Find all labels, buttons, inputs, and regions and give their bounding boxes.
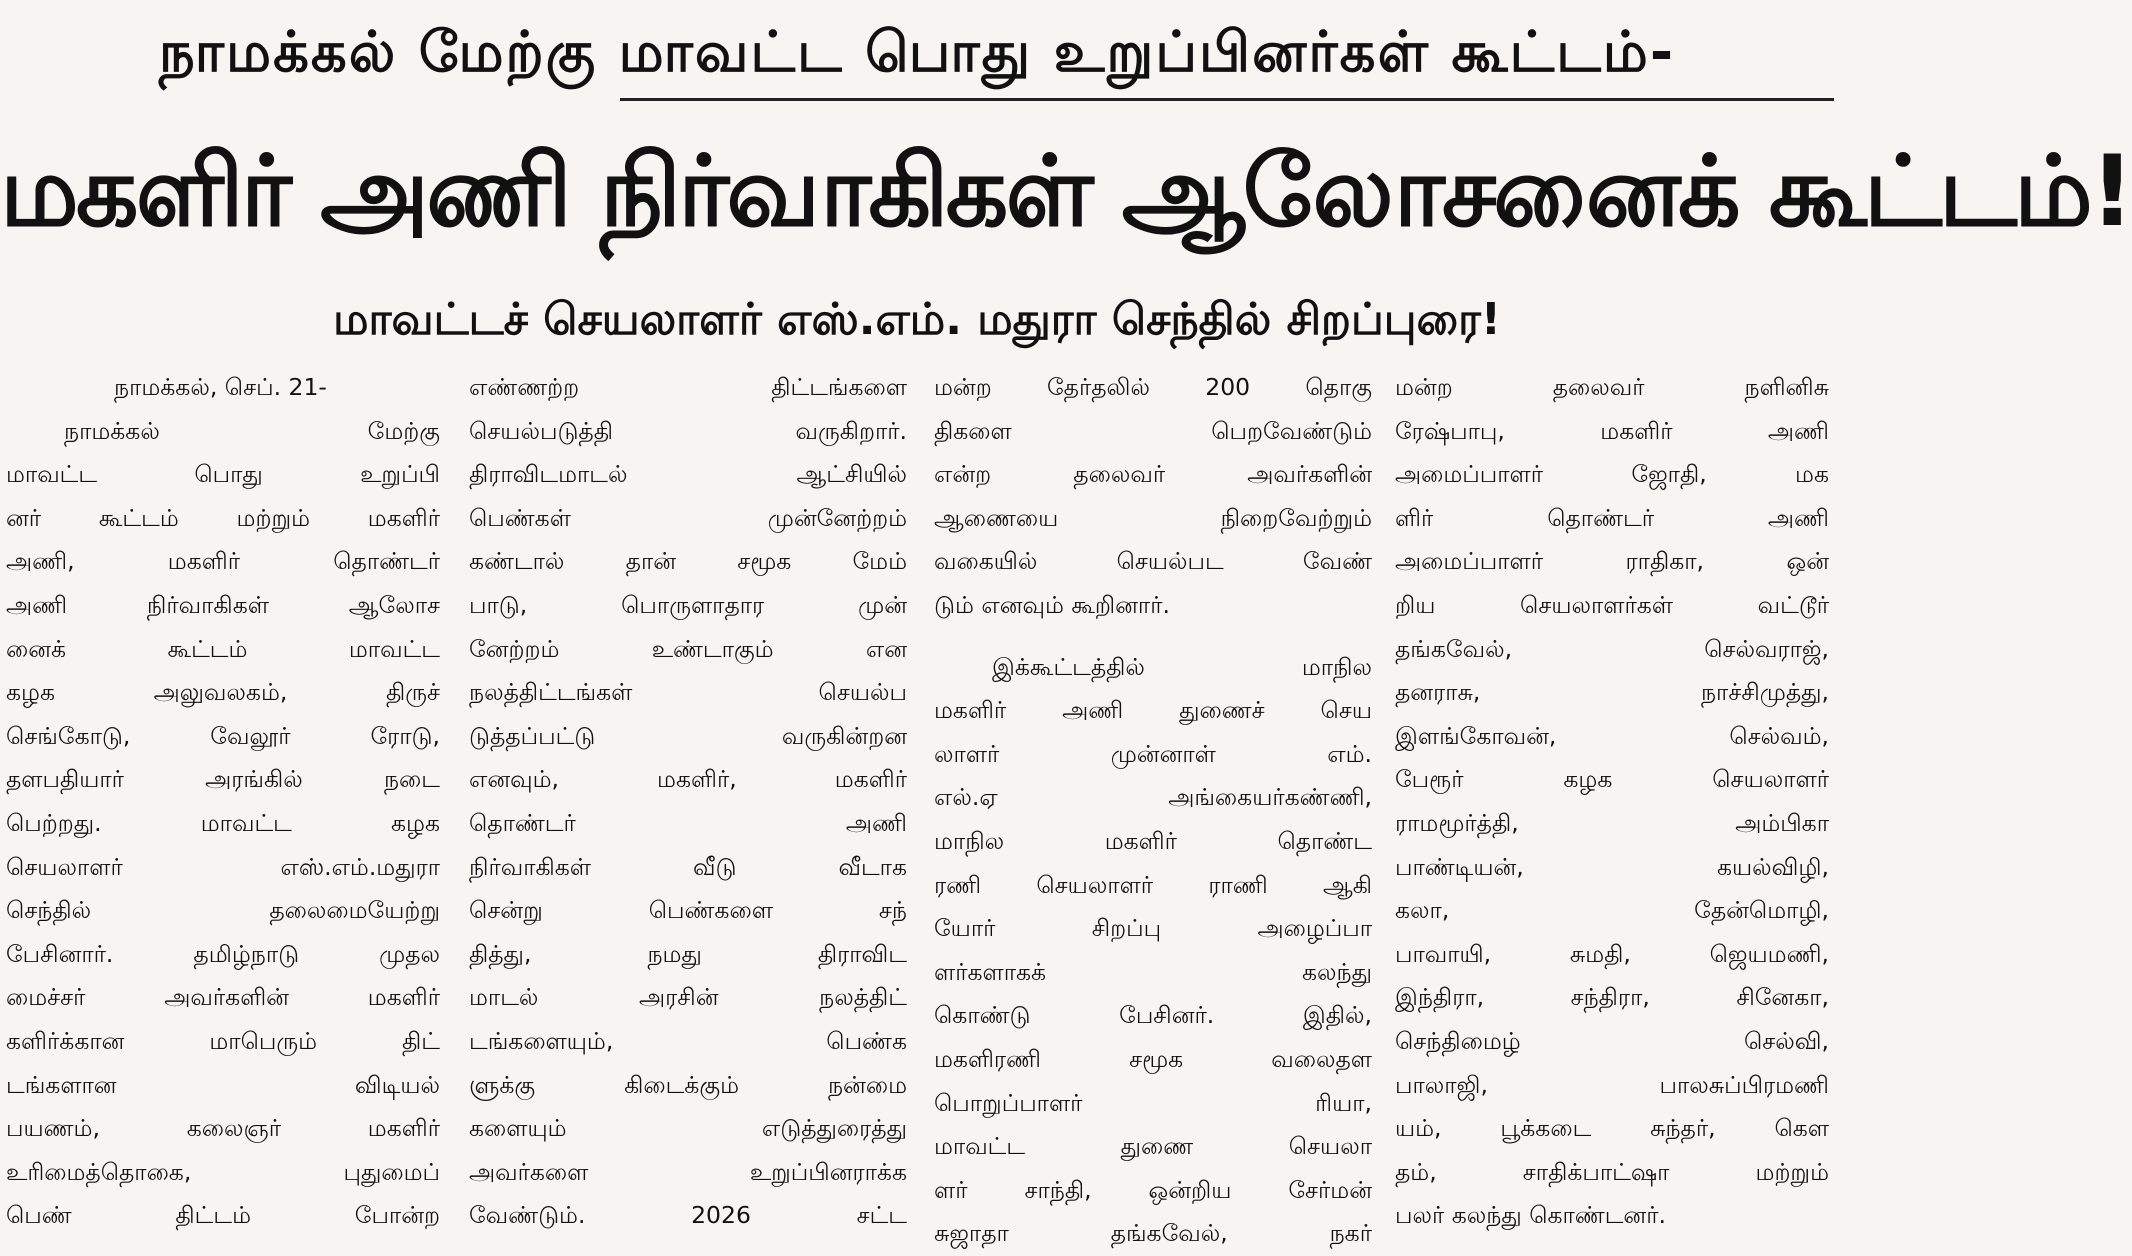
text-line: வேண்டும். 2026 சட்ட — [469, 1201, 907, 1230]
article-body — [0, 366, 1834, 1248]
text-line: பயணம், கலைஞர் மகளிர் — [6, 1114, 440, 1143]
text-line: அவர்களை உறுப்பினராக்க — [469, 1157, 907, 1186]
text-line: தம், சாதிக்பாட்ஷா மற்றும் — [1395, 1157, 1829, 1186]
text-line: பேசினார். தமிழ்நாடு முதல — [6, 939, 440, 968]
text-line: ஆணையை நிறைவேற்றும் — [934, 503, 1372, 532]
text-line: டுத்தப்பட்டு வருகின்றன — [469, 721, 907, 750]
paragraph-gap — [934, 628, 1372, 646]
text-line: செயல்படுத்தி வருகிறார். — [469, 416, 907, 445]
text-line: பலர் கலந்து கொண்டனர். — [1395, 1201, 1666, 1230]
text-line: தங்கவேல், செல்வராஜ், — [1395, 634, 1829, 663]
text-line: பாண்டியன், கயல்விழி, — [1395, 852, 1829, 881]
text-line: கண்டால் தான் சமூக மேம் — [469, 547, 907, 576]
text-line: நலத்திட்டங்கள் செயல்ப — [469, 678, 907, 707]
text-line: டங்களையும், பெண்க — [469, 1026, 907, 1055]
text-line: இக்கூட்டத்தில் மாநில — [992, 652, 1372, 681]
text-line: ரேஷ்பாபு, மகளிர் அணி — [1395, 416, 1829, 445]
text-line: அமைப்பாளர் ராதிகா, ஒன் — [1395, 547, 1829, 576]
text-line: சுஜாதா தங்கவேல், நகர் — [934, 1219, 1372, 1248]
text-line: மாடல் அரசின் நலத்திட் — [469, 983, 907, 1012]
text-line: தனராசு, நாச்சிமுத்து, — [1395, 678, 1829, 707]
text-line: மாவட்ட பொது உறுப்பி — [6, 460, 440, 489]
text-line: களையும் எடுத்துரைத்து — [469, 1114, 907, 1143]
sub-headline: மாவட்டச் செயலாளர் எஸ்.எம். மதுரா செந்தில் சிறப்புரை! — [333, 294, 1501, 345]
text-line: மகளிரணி சமூக வலைதள — [934, 1044, 1372, 1073]
text-line: பாவாயி, சுமதி, ஜெயமணி, — [1395, 939, 1829, 968]
text-line: செயலாளர் எஸ்.எம்.மதுரா — [6, 852, 440, 881]
text-line: யோர் சிறப்பு அழைப்பா — [934, 914, 1372, 943]
text-line: அணி நிர்வாகிகள் ஆலோச — [6, 590, 440, 619]
text-line: லாளர் முன்னாள் எம். — [934, 739, 1372, 768]
text-line: களிர்க்கான மாபெரும் திட் — [6, 1026, 440, 1055]
text-line: பெண்கள் முன்னேற்றம் — [469, 503, 907, 532]
text-line: கழக அலுவலகம், திருச் — [6, 678, 440, 707]
article-column-1 — [6, 366, 440, 1238]
text-line: மாநில மகளிர் தொண்ட — [934, 826, 1372, 855]
text-line: றிய செயலாளர்கள் வட்டூர் — [1395, 590, 1829, 619]
text-line: எண்ணற்ற திட்டங்களை — [469, 373, 907, 401]
text-line: ளர் சாந்தி, ஒன்றிய சேர்மன் — [934, 1175, 1372, 1204]
text-line: தளபதியார் அரங்கில் நடை — [6, 765, 440, 794]
text-line: ரணி செயலாளர் ராணி ஆகி — [934, 870, 1372, 899]
text-line: எனவும், மகளிர், மகளிர் — [469, 765, 907, 794]
text-line: வகையில் செயல்பட வேண் — [934, 547, 1372, 576]
kicker-headline: நாமக்கல் மேற்கு மாவட்ட பொது உறுப்பினர்கள் கூட்டம்- — [158, 20, 1676, 85]
text-line: தித்து, நமது திராவிட — [469, 939, 907, 968]
kicker-rule — [620, 98, 1834, 101]
text-line: கொண்டு பேசினர். இதில், — [934, 1001, 1372, 1030]
text-line: திகளை பெறவேண்டும் — [934, 416, 1372, 445]
text-line: ளுக்கு கிடைக்கும் நன்மை — [469, 1070, 907, 1099]
article-column-3 — [934, 366, 1372, 1256]
text-line: கலா, தேன்மொழி, — [1395, 896, 1829, 925]
dateline: நாமக்கல், செப். 21- — [114, 373, 327, 401]
text-line: பாலாஜி, பாலசுப்பிரமணி — [1395, 1070, 1829, 1099]
text-line: நாமக்கல் மேற்கு — [64, 416, 440, 445]
article-column-2 — [469, 366, 907, 1238]
text-line: செந்திமைழ் செல்வி, — [1395, 1026, 1829, 1055]
article-column-4 — [1395, 366, 1829, 1238]
text-line: னைக் கூட்டம் மாவட்ட — [6, 634, 440, 663]
text-line: எல்.ஏ அங்கையர்கண்ணி, — [934, 783, 1372, 812]
text-line: னேற்றம் உண்டாகும் என — [469, 634, 907, 663]
text-line: டும் எனவும் கூறினார். — [934, 590, 1170, 619]
text-line: இந்திரா, சந்திரா, சினேகா, — [1395, 983, 1829, 1012]
text-line: அமைப்பாளர் ஜோதி, மக — [1395, 460, 1829, 489]
text-line: மைச்சர் அவர்களின் மகளிர் — [6, 983, 440, 1012]
text-line: மகளிர் அணி துணைச் செய — [934, 696, 1372, 725]
text-line: டங்களான விடியல் — [6, 1070, 440, 1099]
text-line: பெண் திட்டம் போன்ற — [6, 1201, 440, 1230]
text-line: ராமமூர்த்தி, அம்பிகா — [1395, 808, 1829, 837]
text-line: என்ற தலைவர் அவர்களின் — [934, 460, 1372, 489]
text-line: பொறுப்பாளர் ரியா, — [934, 1088, 1372, 1117]
text-line: மாவட்ட துணை செயலா — [934, 1132, 1372, 1161]
text-line: பாடு, பொருளாதார முன் — [469, 590, 907, 619]
text-line: நிர்வாகிகள் வீடு வீடாக — [469, 852, 907, 881]
main-headline: மகளிர் அணி நிர்வாகிகள் ஆலோசனைக் கூட்டம்! — [0, 135, 2132, 249]
text-line: யம், பூக்கடை சுந்தர், கௌ — [1395, 1114, 1829, 1143]
text-line: மன்ற தேர்தலில் 200 தொகு — [934, 373, 1372, 401]
text-line: பேரூர் கழக செயலாளர் — [1395, 765, 1829, 794]
text-line: சென்று பெண்களை சந் — [469, 896, 907, 925]
text-line: திராவிடமாடல் ஆட்சியில் — [469, 460, 907, 489]
text-line: ளர்களாகக் கலந்து — [934, 957, 1372, 986]
text-line: னர் கூட்டம் மற்றும் மகளிர் — [6, 503, 440, 532]
text-line: அணி, மகளிர் தொண்டர் — [6, 547, 440, 576]
text-line: செந்தில் தலைமையேற்று — [6, 896, 440, 925]
text-line: இளங்கோவன், செல்வம், — [1395, 721, 1829, 750]
text-line: தொண்டர் அணி — [469, 808, 907, 837]
text-line: உரிமைத்தொகை, புதுமைப் — [6, 1157, 440, 1186]
text-line: பெற்றது. மாவட்ட கழக — [6, 808, 440, 837]
text-line: செங்கோடு, வேலூர் ரோடு, — [6, 721, 440, 750]
text-line: ளிர் தொண்டர் அணி — [1395, 503, 1829, 532]
text-line: மன்ற தலைவர் நளினிசு — [1395, 373, 1829, 401]
